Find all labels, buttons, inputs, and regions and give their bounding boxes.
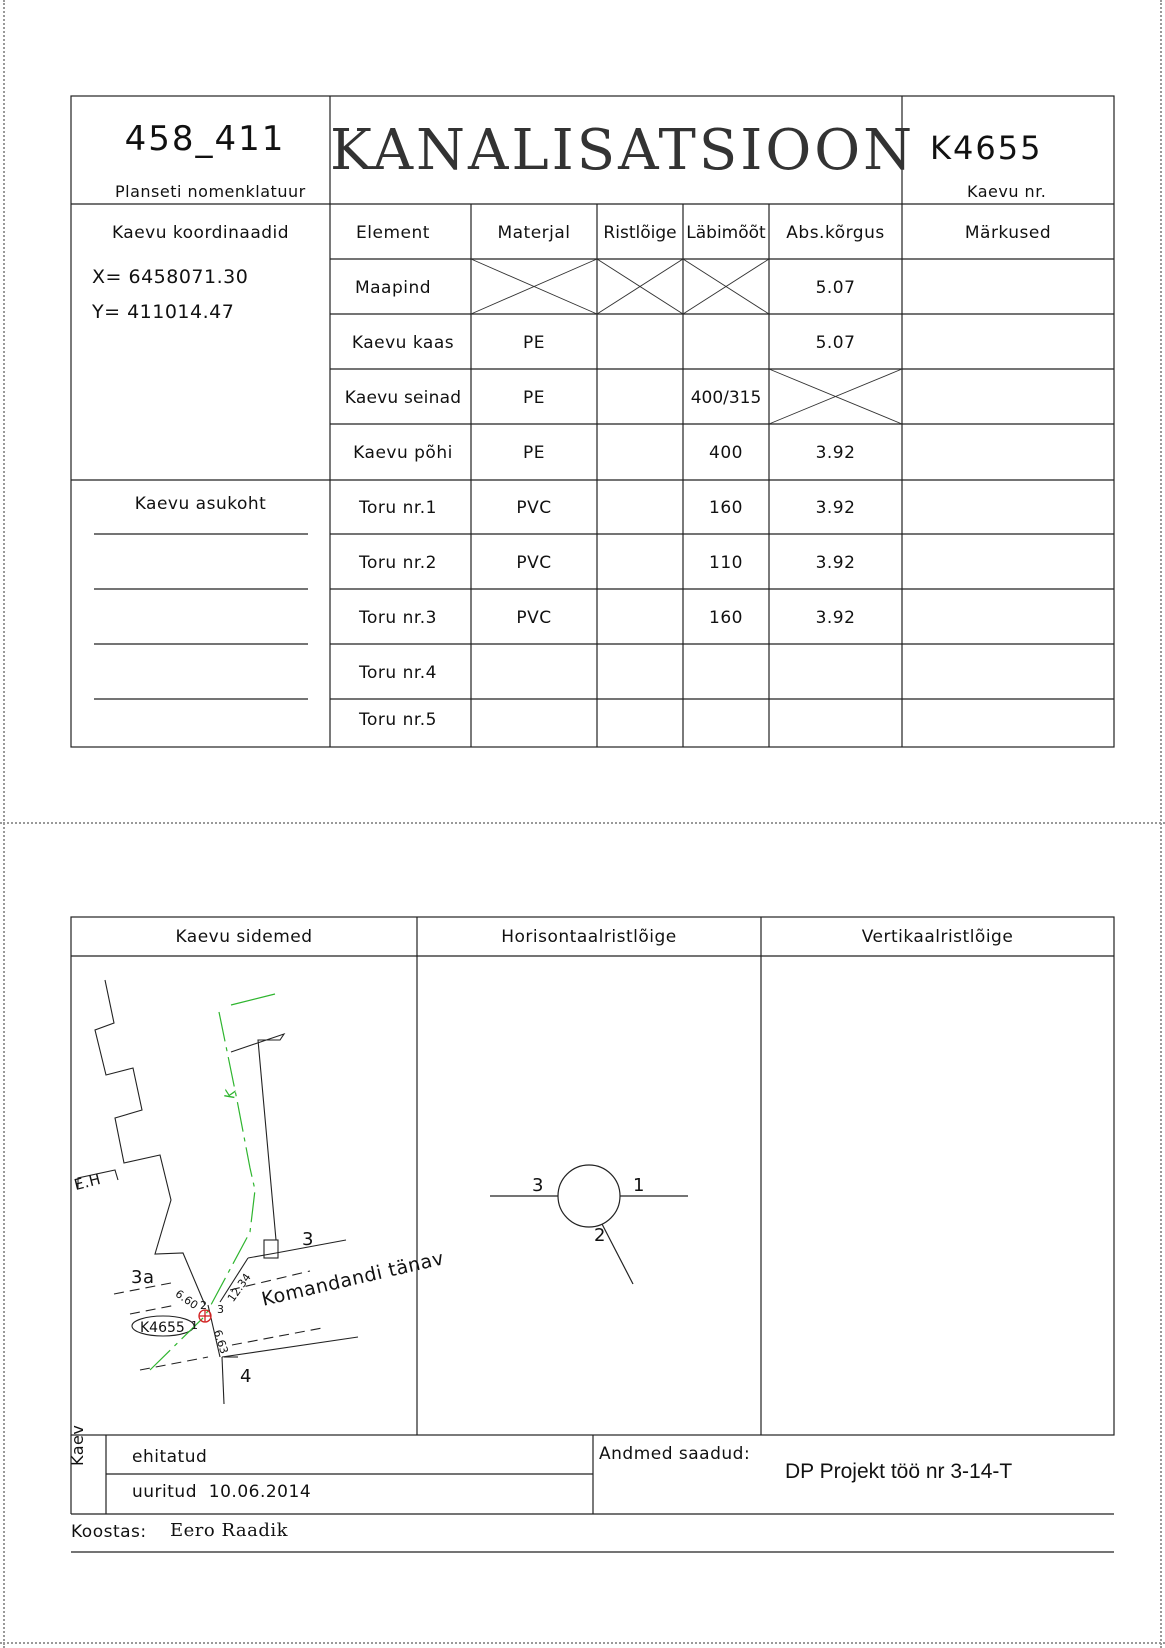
- distance-label: 6.63: [210, 1328, 231, 1356]
- horizontal-section-title: Horisontaalristlõige: [501, 927, 677, 947]
- cross-section-drawing: [490, 1165, 688, 1284]
- nomenclature-value: 458_411: [124, 119, 286, 159]
- author-name: Eero Raadik: [170, 1520, 289, 1541]
- cell-materjal: PE: [523, 388, 545, 408]
- coordinate-x: X= 6458071.30: [92, 266, 249, 288]
- cell-abs: 3.92: [815, 553, 856, 573]
- building-label: E.H: [72, 1169, 103, 1195]
- cell-materjal: PVC: [516, 608, 552, 628]
- distance-label: 6.60: [172, 1287, 201, 1312]
- cell-element: Kaevu seinad: [344, 388, 462, 408]
- pipe-label-1: 1: [633, 1175, 645, 1196]
- street-label: Komandandi tänav: [259, 1247, 447, 1311]
- vertical-section-title: Vertikaalristlõige: [861, 927, 1014, 947]
- pipe-label-2: 2: [594, 1225, 606, 1246]
- cell-element: Toru nr.5: [359, 710, 437, 730]
- cell-labimoot: 400/315: [690, 388, 762, 408]
- map-label-3-small: 3: [217, 1303, 225, 1316]
- cell-element: Toru nr.2: [359, 553, 437, 573]
- cell-labimoot: 400: [709, 443, 743, 463]
- header-labimoot: Läbimõõt: [686, 223, 766, 243]
- location-label: Kaevu asukoht: [134, 494, 267, 514]
- well-number-label: Kaevu nr.: [967, 182, 1047, 201]
- cell-element: Toru nr.3: [359, 608, 437, 628]
- built-label: ehitatud: [132, 1447, 208, 1467]
- cell-element: Kaevu kaas: [351, 333, 455, 353]
- pipe-label-3: 3: [532, 1175, 544, 1196]
- data-received-label: Andmed saadud:: [599, 1444, 751, 1464]
- header-materjal: Materjal: [497, 223, 571, 243]
- header-ristloige: Ristlõige: [603, 223, 677, 243]
- coordinate-y: Y= 411014.47: [92, 301, 235, 323]
- distance-label: 12.34: [224, 1271, 254, 1305]
- cell-element: Maapind: [354, 278, 432, 298]
- nomenclature-label: Planseti nomenklatuur: [115, 182, 306, 201]
- cell-abs: 3.92: [815, 443, 856, 463]
- surveyed-label: uuritud 10.06.2014: [132, 1482, 312, 1502]
- document-title: KANALISATSIOON: [330, 118, 916, 183]
- cell-materjal: PE: [523, 333, 545, 353]
- cell-materjal: PVC: [516, 498, 552, 518]
- well-number-value: K4655: [930, 129, 1043, 167]
- cell-element: Toru nr.4: [359, 663, 437, 683]
- cell-labimoot: 160: [709, 608, 743, 628]
- map-label-1: 1: [191, 1319, 199, 1332]
- pipe-mark: K: [222, 1087, 240, 1101]
- cell-materjal: PVC: [516, 553, 552, 573]
- data-source: DP Projekt töö nr 3-14-T: [785, 1460, 1013, 1483]
- well-label: K4655: [140, 1320, 185, 1336]
- cell-labimoot: 110: [709, 553, 743, 573]
- cell-element: Toru nr.1: [359, 498, 437, 518]
- map-label-3a: 3a: [131, 1267, 155, 1288]
- coordinates-label: Kaevu koordinaadid: [111, 223, 290, 243]
- header-markused: Märkused: [964, 223, 1052, 243]
- cell-materjal: PE: [523, 443, 545, 463]
- map-label-2: 2: [200, 1299, 208, 1312]
- author-label: Koostas:: [71, 1522, 147, 1542]
- header-element: Element: [356, 223, 430, 243]
- connections-title: Kaevu sidemed: [175, 927, 313, 947]
- header-abs-korgus: Abs.kõrgus: [786, 223, 885, 243]
- kaev-label: Kaev: [68, 1424, 87, 1466]
- pipe-line: [150, 994, 275, 1370]
- cell-labimoot: 160: [709, 498, 743, 518]
- cell-element: Kaevu põhi: [353, 443, 453, 463]
- cell-abs: 5.07: [815, 333, 856, 353]
- map-label-3: 3: [302, 1229, 314, 1250]
- cell-abs: 3.92: [815, 498, 856, 518]
- cell-abs: 3.92: [815, 608, 856, 628]
- cell-abs: 5.07: [815, 278, 856, 298]
- map-label-4: 4: [240, 1366, 252, 1387]
